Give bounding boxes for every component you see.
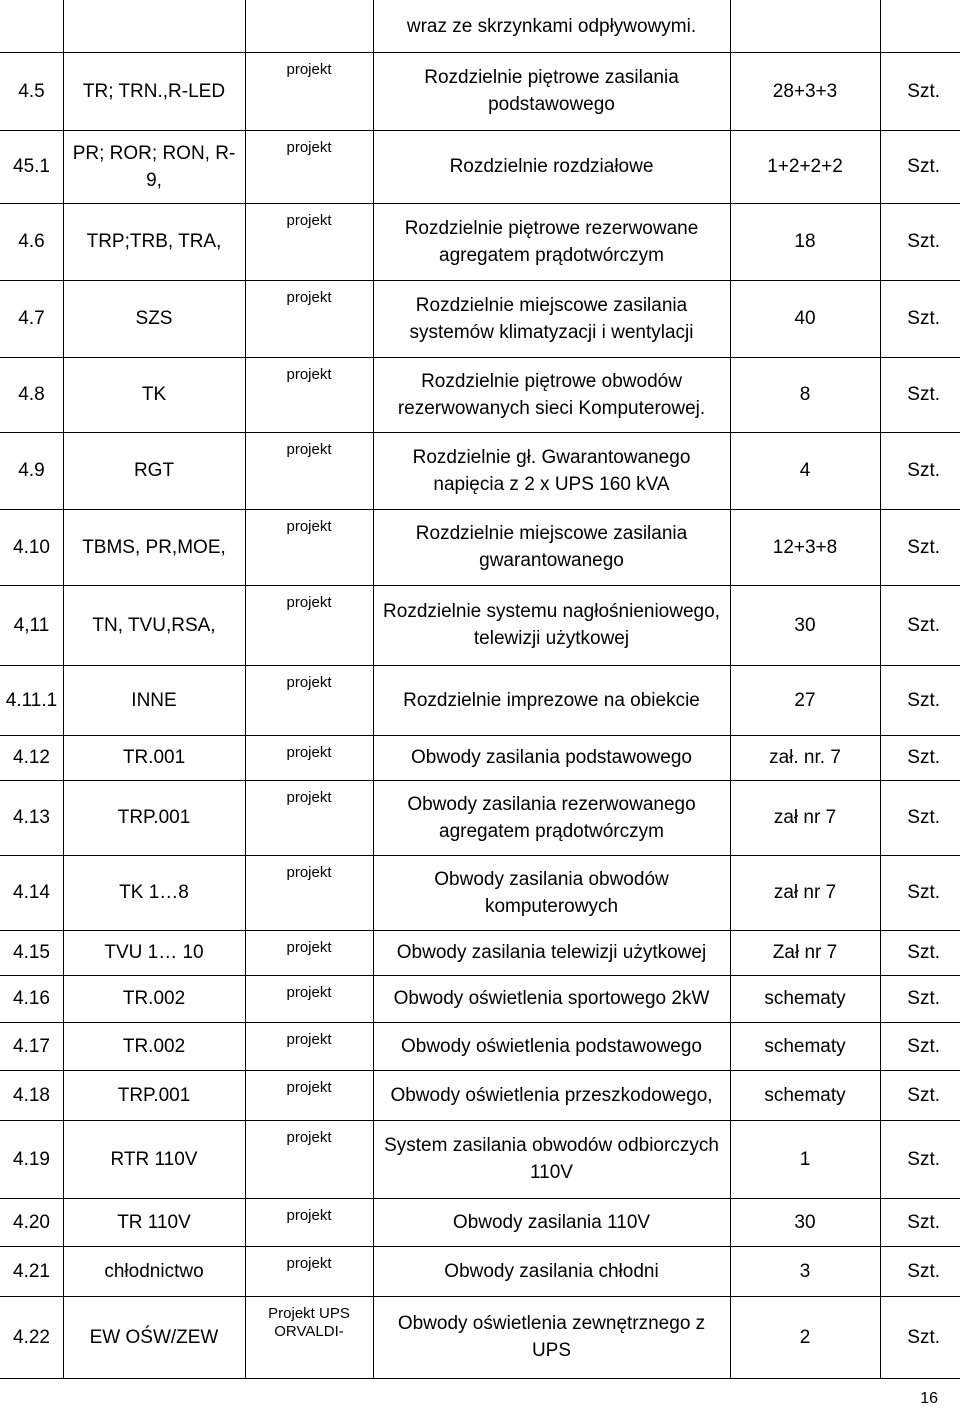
lp-cell: 4.16: [13, 988, 50, 1009]
symbol-cell: TR.002: [122, 1035, 186, 1057]
quantity-cell: 27: [794, 689, 816, 711]
quantity-cell: 1+2+2+2: [767, 156, 843, 177]
lp-cell: 4.10: [13, 536, 50, 558]
description-cell: Rozdzielnie gł. Gwarantowanego napięcia z 2 x UPS 160 kVA: [412, 446, 691, 495]
projekt-cell: projekt: [286, 789, 332, 806]
projekt-cell: projekt: [286, 366, 332, 383]
lp-cell: 4.22: [13, 1326, 50, 1348]
unit-cell: Szt.: [907, 384, 940, 405]
description-cell: Obwody zasilania obwodów komputerowych: [434, 868, 669, 917]
unit-cell: Szt.: [907, 231, 940, 252]
projekt-cell: projekt: [286, 864, 332, 881]
lp-cell: 45.1: [13, 156, 50, 177]
description-cell: Rozdzielnie systemu nagłośnieniowego, telewizji użytkowej: [383, 601, 720, 649]
symbol-cell: TBMS, PR,MOE,: [82, 536, 226, 558]
projekt-cell: projekt: [286, 594, 332, 611]
symbol-cell: EW OŚW/ZEW: [89, 1326, 219, 1348]
quantity-cell: [730, 0, 880, 52]
quantity-cell: 30: [794, 614, 816, 636]
lp-cell: [0, 0, 63, 52]
symbol-cell: TR.002: [122, 988, 186, 1009]
symbol-cell: TR 110V: [117, 1211, 191, 1233]
quantity-cell: schematy: [764, 988, 846, 1009]
symbol-cell: RGT: [133, 460, 175, 481]
projekt-cell: projekt: [286, 939, 332, 956]
unit-cell: Szt.: [907, 1035, 940, 1057]
description-cell: Obwody zasilania rezerwowanego agregatem prądotwórczym: [407, 793, 696, 842]
symbol-cell: INNE: [131, 689, 177, 711]
unit-cell: [870, 0, 960, 52]
symbol-cell: TK 1…8: [119, 882, 189, 903]
lp-cell: 4.19: [13, 1148, 50, 1170]
description-cell: Obwody oświetlenia zewnętrznego z UPS: [397, 1313, 706, 1361]
lp-cell: 4.7: [18, 308, 45, 329]
symbol-cell: TR.001: [122, 747, 186, 768]
description-cell: Rozdzielnie miejscowe zasilania gwarantowanego: [415, 523, 688, 571]
description-cell: Obwody zasilania podstawowego: [411, 747, 692, 768]
symbol-cell: TR; TRN.,R-LED: [82, 80, 226, 102]
projekt-cell: projekt: [286, 744, 332, 761]
unit-cell: Szt.: [907, 1084, 940, 1106]
quantity-cell: 30: [794, 1211, 816, 1233]
quantity-cell: 1: [799, 1148, 811, 1170]
projekt-cell: projekt: [286, 289, 332, 306]
quantity-cell: 40: [794, 308, 816, 329]
projekt-cell: projekt: [286, 61, 332, 78]
quantity-cell: 2: [799, 1326, 811, 1348]
unit-cell: Szt.: [907, 80, 940, 102]
projekt-cell: projekt: [286, 1129, 332, 1146]
page-number: 16: [920, 1390, 938, 1407]
quantity-cell: 4: [799, 460, 811, 481]
unit-cell: Szt.: [907, 942, 940, 963]
unit-cell: Szt.: [907, 747, 940, 768]
lp-cell: 4.11.1: [5, 689, 58, 711]
description-cell: wraz ze skrzynkami odpływowymi.: [406, 15, 697, 37]
unit-cell: Szt.: [907, 536, 940, 558]
lp-cell: 4.5: [18, 80, 45, 102]
description-cell: Rozdzielnie rozdziałowe: [449, 156, 654, 177]
quantity-cell: schematy: [764, 1084, 846, 1106]
quantity-cell: 3: [799, 1260, 811, 1282]
unit-cell: Szt.: [907, 807, 940, 828]
unit-cell: Szt.: [907, 156, 940, 177]
projekt-cell: projekt: [286, 1079, 332, 1096]
description-cell: Obwody zasilania chłodni: [444, 1260, 659, 1282]
unit-cell: Szt.: [907, 460, 940, 481]
unit-cell: Szt.: [907, 988, 940, 1009]
unit-cell: Szt.: [907, 1326, 940, 1348]
symbol-cell: TN, TVU,RSA,: [92, 614, 216, 636]
quantity-cell: zał nr 7: [773, 882, 837, 903]
projekt-cell: projekt: [286, 518, 332, 535]
description-cell: Obwody oświetlenia przeszkodowego,: [390, 1084, 713, 1106]
lp-cell: 4.12: [13, 747, 50, 768]
description-cell: Obwody oświetlenia podstawowego: [400, 1035, 702, 1057]
lp-cell: 4.18: [13, 1084, 50, 1106]
description-cell: Rozdzielnie imprezowe na obiekcie: [403, 689, 700, 711]
quantity-cell: zał. nr. 7: [769, 747, 841, 768]
unit-cell: Szt.: [907, 689, 940, 711]
unit-cell: Szt.: [907, 1211, 940, 1233]
description-cell: Rozdzielnie piętrowe rezerwowane agregatem prądotwórczym: [404, 217, 699, 266]
description-cell: Obwody zasilania telewizji użytkowej: [396, 942, 707, 963]
symbol-cell: SZS: [135, 308, 173, 329]
lp-cell: 4.21: [13, 1260, 50, 1282]
lp-cell: 4.20: [13, 1211, 50, 1233]
symbol-cell: TVU 1… 10: [104, 942, 204, 963]
symbol-cell: TRP;TRB, TRA,: [86, 231, 222, 252]
symbol-cell: TRP.001: [117, 807, 191, 828]
quantity-cell: Zał nr 7: [772, 942, 838, 963]
description-cell: Rozdzielnie piętrowe zasilania podstawowego: [424, 67, 679, 115]
description-cell: Obwody oświetlenia sportowego 2kW: [393, 988, 710, 1009]
quantity-cell: 8: [799, 384, 811, 405]
unit-cell: Szt.: [907, 308, 940, 329]
quantity-cell: zał nr 7: [773, 807, 837, 828]
unit-cell: Szt.: [907, 1260, 940, 1282]
unit-cell: Szt.: [907, 882, 940, 903]
lp-cell: 4.14: [13, 882, 50, 903]
description-cell: Rozdzielnie piętrowe obwodów rezerwowanych sieci Komputerowej.: [397, 370, 706, 419]
row-separator: [0, 1378, 960, 1379]
projekt-cell: projekt: [286, 212, 332, 229]
symbol-cell: chłodnictwo: [104, 1260, 204, 1282]
projekt-cell: projekt: [286, 674, 332, 691]
projekt-cell: projekt: [286, 441, 332, 458]
quantity-cell: 28+3+3: [772, 80, 838, 102]
symbol-cell: TK: [141, 384, 167, 405]
description-cell: Obwody zasilania 110V: [452, 1211, 651, 1233]
projekt-cell: projekt: [286, 984, 332, 1001]
symbol-cell: PR; ROR; RON, R-9,: [72, 142, 236, 191]
symbol-cell: [63, 0, 245, 52]
projekt-cell: Projekt UPS ORVALDI-: [268, 1305, 350, 1340]
quantity-cell: 18: [794, 231, 816, 252]
quantity-cell: schematy: [764, 1035, 846, 1057]
symbol-cell: TRP.001: [117, 1084, 191, 1106]
lp-cell: 4.8: [18, 384, 45, 405]
description-cell: System zasilania obwodów odbiorczych 110V: [384, 1135, 719, 1183]
projekt-cell: projekt: [286, 1031, 332, 1048]
unit-cell: Szt.: [907, 614, 940, 636]
lp-cell: 4.17: [13, 1035, 50, 1057]
quantity-cell: 12+3+8: [772, 536, 838, 558]
projekt-cell: projekt: [286, 1207, 332, 1224]
symbol-cell: RTR 110V: [110, 1148, 198, 1170]
projekt-cell: projekt: [286, 1255, 332, 1272]
lp-cell: 4,11: [13, 614, 50, 636]
lp-cell: 4.13: [13, 807, 50, 828]
projekt-cell: projekt: [286, 139, 332, 156]
lp-cell: 4.9: [18, 460, 45, 481]
lp-cell: 4.15: [13, 942, 50, 963]
unit-cell: Szt.: [907, 1148, 940, 1170]
lp-cell: 4.6: [18, 231, 45, 252]
description-cell: Rozdzielnie miejscowe zasilania systemów klimatyzacji i wentylacji: [409, 294, 694, 343]
